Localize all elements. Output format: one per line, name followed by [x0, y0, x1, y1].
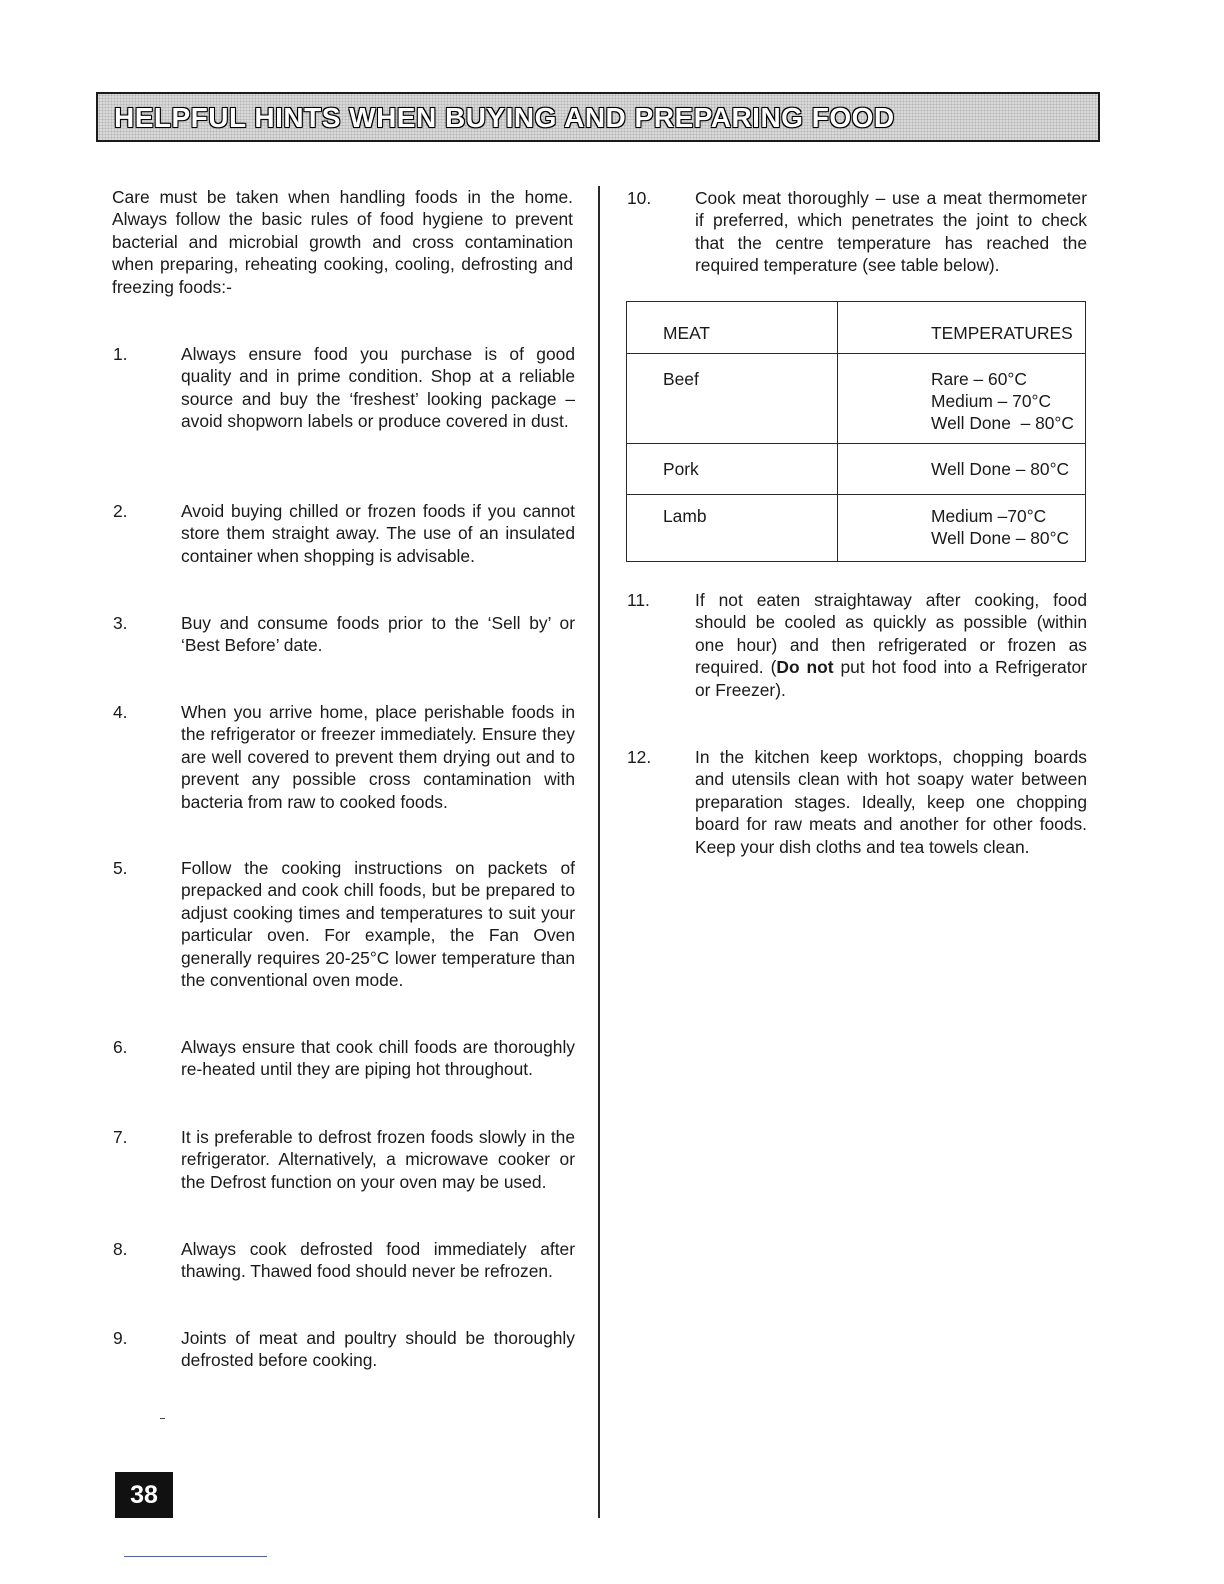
intro-paragraph: Care must be taken when handling foods in the home. Always follow the basic rules of food hygiene to prevent bacterial and microbial growth and cross contamination when preparing, reheating cooking, cooling, defrosting and freezing foods:-: [112, 187, 573, 297]
column-divider: [598, 186, 600, 1518]
item-text: Always ensure food you purchase is of good quality and in prime condition. Shop at a reliable source and buy the ‘freshest’ looking package – avoid shopworn labels or produce covered in dust.: [181, 344, 575, 432]
item-text: Joints of meat and poultry should be thoroughly defrosted before cooking.: [181, 1328, 575, 1371]
item-text-part: If not eaten straightaway after cooking, food should be cooled as quickly as possible (within one hour) and then refrigerated or frozen as required. (: [695, 590, 1087, 678]
item-text: When you arrive home, place perishable foods in the refrigerator or freezer immediately. Ensure they are well covered to prevent them drying out and to prevent any possible cross contamination with bacteria from raw to cooked foods.: [181, 702, 575, 812]
item-text: In the kitchen keep worktops, chopping boards and utensils clean with hot soapy water between preparation stages. Ideally, keep one chopping board for raw meats and another for other foods. Keep your dish cloths and tea towels clean.: [695, 747, 1087, 857]
item-number: 1.: [113, 344, 128, 364]
item-text: [695, 589, 1087, 701]
temperature-line: Medium – 70°C: [931, 390, 1052, 411]
table-header-temperatures: TEMPERATURES: [838, 302, 1086, 354]
table-row: [627, 353, 1086, 444]
item-number: 8.: [113, 1239, 128, 1259]
footer-rule: [124, 1556, 267, 1557]
meat-temperature-table: [626, 301, 1086, 562]
temperature-line: Medium –70°C: [931, 505, 1047, 526]
table-row: [627, 494, 1086, 561]
temperature-line: Well Done – 80°C: [931, 528, 1070, 549]
table-row: [627, 444, 1086, 495]
item-number: 7.: [113, 1127, 128, 1147]
item-text: Always cook defrosted food immediately after thawing. Thawed food should never be refrozen.: [181, 1239, 575, 1282]
stray-mark: [160, 1418, 165, 1419]
page-title: HELPFUL HINTS WHEN BUYING AND PREPARING FOOD: [114, 102, 895, 133]
table-header-meat: MEAT: [627, 302, 838, 354]
table-cell-meat: Pork: [627, 444, 838, 495]
temperature-line: Well Done – 80°C: [931, 459, 1070, 480]
table-cell-temperatures: [838, 444, 1086, 495]
item-number: 11.: [627, 590, 650, 610]
item-text: Follow the cooking instructions on packets of prepacked and cook chill foods, but be prepared to adjust cooking times and temperatures to suit your particular oven. For example, the Fan Oven generally requires 20-25°C lower temperature than the conventional oven mode.: [181, 858, 575, 991]
table-cell-temperatures: [838, 353, 1086, 444]
item-number: 9.: [113, 1328, 128, 1348]
item-text-emphasis: Do not: [776, 657, 834, 678]
page-title-banner: [96, 92, 1100, 142]
item-number: 2.: [113, 501, 128, 521]
table-cell-temperatures: [838, 494, 1086, 561]
item-number: 10.: [627, 188, 652, 208]
page-number: 38: [115, 1472, 173, 1518]
table-cell-meat: Beef: [627, 353, 838, 444]
temperature-line: Well Done – 80°C: [931, 413, 1074, 434]
item-number: 4.: [113, 702, 128, 722]
item-text: Cook meat thoroughly – use a meat thermometer if preferred, which penetrates the joint to check that the centre temperature has reached the required temperature (see table below).: [695, 188, 1087, 276]
item-text: It is preferable to defrost frozen foods slowly in the refrigerator. Alternatively, a microwave cooker or the Defrost function on your oven may be used.: [181, 1127, 575, 1192]
item-text-part: put hot food into a Refrigerator or Freezer).: [695, 657, 1087, 700]
temperature-line: Rare – 60°C: [931, 368, 1027, 389]
table-header-row: [627, 302, 1086, 354]
item-text: Avoid buying chilled or frozen foods if you cannot store them straight away. The use of an insulated container when shopping is advisable.: [181, 501, 575, 566]
item-text: Always ensure that cook chill foods are thoroughly re-heated until they are piping hot throughout.: [181, 1037, 575, 1080]
table-cell-meat: Lamb: [627, 494, 838, 561]
item-number: 3.: [113, 613, 128, 633]
item-text: Buy and consume foods prior to the ‘Sell by’ or ‘Best Before’ date.: [181, 613, 575, 656]
item-number: 5.: [113, 858, 128, 878]
item-number: 6.: [113, 1037, 128, 1057]
item-number: 12.: [627, 747, 652, 767]
